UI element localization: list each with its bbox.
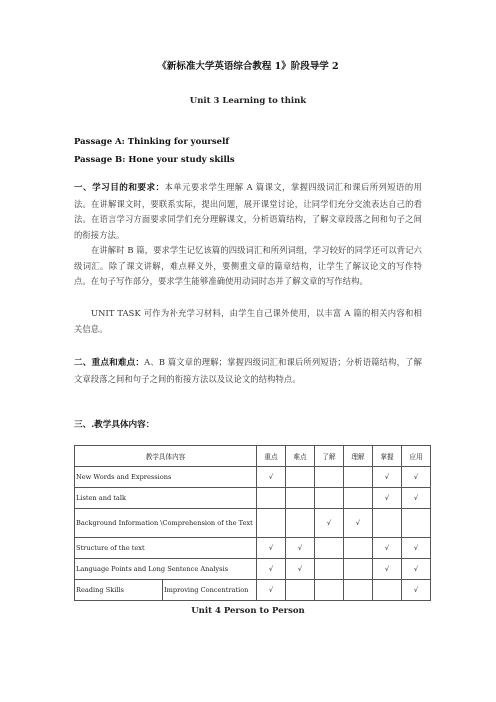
header-difficulty: 难点 [286,446,315,467]
table-row [75,580,431,601]
row-mark: √ [402,538,431,559]
table-row [75,559,431,580]
row-label: Background Information \Comprehension of the Text [75,509,257,538]
header-understand: 理解 [344,446,373,467]
row-label: Listen and talk [75,488,257,509]
passage-a-title: Passage A: Thinking for yourself [74,137,229,147]
row-mark: √ [315,509,344,538]
row-mark [286,467,315,488]
teaching-content-table [74,445,431,601]
header-know: 了解 [315,446,344,467]
section1-heading: 一、学习目的和要求： [74,183,165,193]
row-mark: √ [402,488,431,509]
row-mark: √ [402,580,431,601]
row-mark [315,488,344,509]
row-mark: √ [344,509,373,538]
row-mark: √ [286,538,315,559]
row-sublabel: Improving Concentration [163,580,257,601]
header-apply: 应用 [402,446,431,467]
row-mark: √ [257,538,286,559]
row-mark: √ [286,559,315,580]
table-row [75,467,431,488]
header-master: 掌握 [373,446,402,467]
row-mark [344,467,373,488]
row-mark [315,580,344,601]
section3-heading: 三、.教学具体内容： [74,420,155,430]
table-row [75,488,431,509]
table-row [75,509,431,538]
section1-paragraph1 [74,180,422,243]
header-key-point: 重点 [257,446,286,467]
row-mark [315,559,344,580]
unit4-title: Unit 4 Person to Person [191,606,305,616]
row-mark [286,509,315,538]
row-mark [344,580,373,601]
row-label: Structure of the text [75,538,257,559]
row-mark [344,488,373,509]
section1-paragraph2: 在讲解时 B 篇，要求学生记忆该篇的四级词汇和所列词组，学习较好的同学还可以背记六级词汇。除了课文讲解，难点释义外，要侧重文章的篇章结构，让学生了解议论文的写作特点。在句子写作部分，要求学生能够准确使用动词时态并了解文章的写作结构。 [74,245,422,286]
row-mark: √ [402,467,431,488]
row-mark: √ [257,559,286,580]
row-label: Language Points and Long Sentence Analysis [75,559,257,580]
row-mark [315,467,344,488]
row-mark [402,509,431,538]
row-mark: √ [402,559,431,580]
table-row [75,538,431,559]
row-mark [344,538,373,559]
row-mark [315,538,344,559]
row-mark [344,559,373,580]
row-mark [257,488,286,509]
row-mark: √ [373,488,402,509]
row-mark: √ [373,559,402,580]
document-title: 《新标准大学英语综合教程 1》阶段导学 2 [157,61,339,72]
row-mark [286,580,315,601]
section2-heading: 二、重点和难点： [74,358,145,368]
row-label: New Words and Expressions [75,467,257,488]
unit3-title: Unit 3 Learning to think [189,96,307,106]
row-mark [257,509,286,538]
section2-text: A、B 篇文章的理解；掌握四级词汇和课后所列短语；分析语篇结构，了解文章段落之间和句子之间的衔接方法以及议论文的结构特点。 [74,357,422,384]
row-mark: √ [373,467,402,488]
header-content: 教学具体内容 [75,446,257,467]
row-mark: √ [373,538,402,559]
row-mark [373,580,402,601]
section1-text: 本单元要求学生理解 A 篇课文，掌握四级词汇和课后所列短语的用法。在讲解课文时，要联系实际，提出问题，展开课堂讨论，让同学们充分交流表达自己的看法。在语言学习方面要求同学们充分理解课文，分析语篇结构，了解文章段落之间和句子之间的衔接方法。 [74,182,422,240]
row-label: Reading Skills [75,580,163,601]
row-mark [373,509,402,538]
section2-paragraph [74,355,422,387]
section1-paragraph3: UNIT TASK 可作为补充学习材料，由学生自己课外使用，以丰富 A 篇的相关内容和相关信息。 [74,308,422,334]
table-header-row [75,446,431,467]
passage-b-title: Passage B: Hone your study skills [74,155,235,165]
row-mark: √ [257,467,286,488]
row-mark: √ [257,580,286,601]
row-mark [286,488,315,509]
